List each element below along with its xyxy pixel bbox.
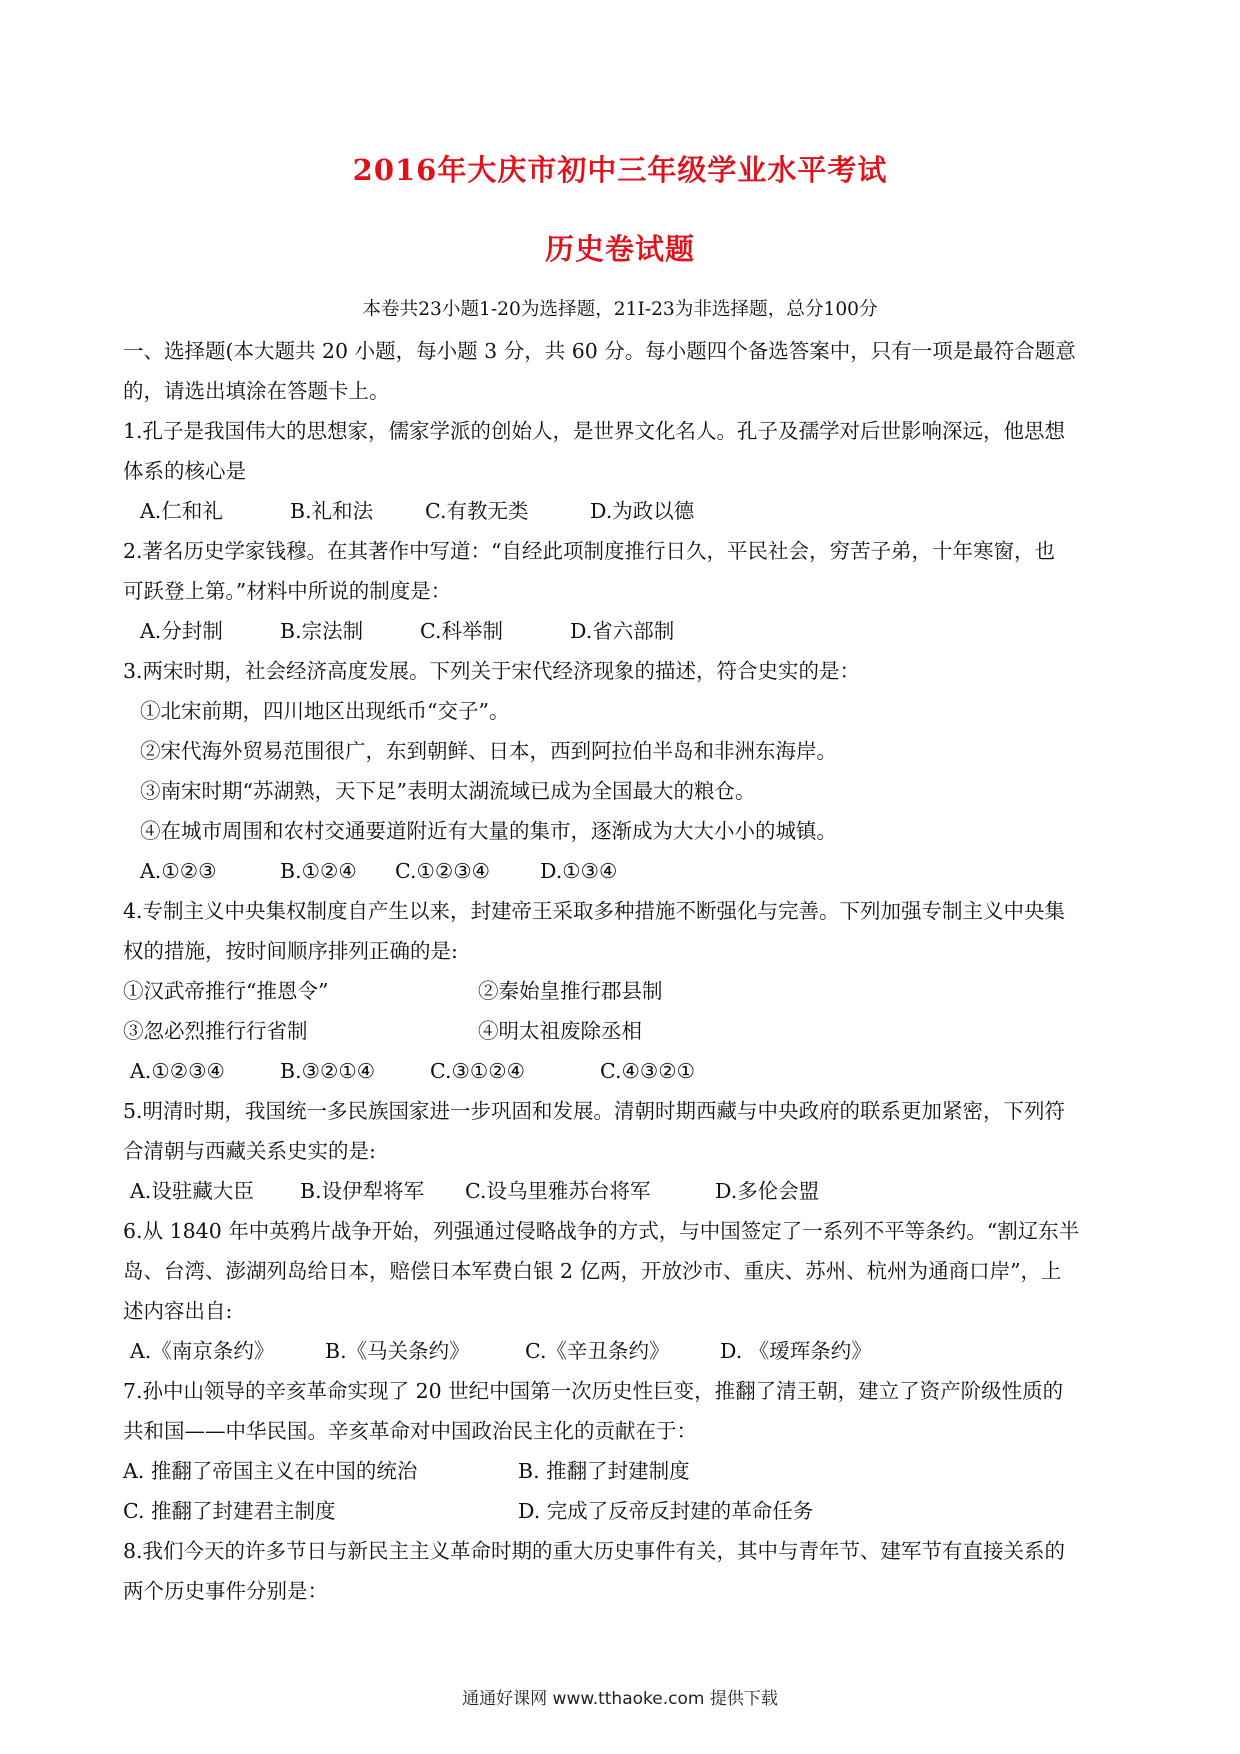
option-c[interactable]: C.《辛丑条约》 (525, 1339, 670, 1363)
option-a[interactable]: A.分封制 (140, 619, 223, 643)
option-b[interactable]: B.①②④ (280, 859, 357, 883)
option-b[interactable]: B.设伊犁将军 (300, 1179, 425, 1203)
question-8-text: 8.我们今天的许多节日与新民主主义革命时期的重大历史事件有关，其中与青年节、建军节有直接关系的 (123, 1539, 1066, 1563)
question-3-text: 3.两宋时期，社会经济高度发展。下列关于宋代经济现象的描述，符合史实的是： (123, 659, 861, 683)
question-4-text: 权的措施，按时间顺序排列正确的是: (123, 939, 458, 963)
option-d[interactable]: D.多伦会盟 (715, 1179, 820, 1203)
question-3-item: ①北宋前期，四川地区出现纸币“交子”。 (140, 699, 510, 723)
page-footer: 通通好课网 www.tthaoke.com 提供下载 (462, 1689, 778, 1709)
option-d[interactable]: C.④③②① (600, 1059, 695, 1083)
option-c[interactable]: C.有教无类 (425, 499, 529, 523)
question-5-text: 合清朝与西藏关系史实的是: (123, 1139, 376, 1163)
option-a[interactable]: A. 推翻了帝国主义在中国的统治 (123, 1459, 418, 1483)
option-d[interactable]: D.①③④ (540, 859, 618, 883)
question-3-item: ④在城市周围和农村交通要道附近有大量的集市，逐渐成为大大小小的城镇。 (140, 819, 837, 843)
instructions: 本卷共23小题1-20为选择题，21I-23为非选择题，总分100分 (362, 299, 878, 320)
option-a[interactable]: A.设驻藏大臣 (130, 1179, 254, 1203)
option-b[interactable]: B.③②①④ (280, 1059, 376, 1083)
question-4-item: ①汉武帝推行“推恩令” (123, 979, 329, 1003)
option-d[interactable]: D.为政以德 (590, 499, 695, 523)
option-b[interactable]: B.礼和法 (290, 499, 374, 523)
option-b[interactable]: B.《马关条约》 (325, 1339, 470, 1363)
option-c[interactable]: C.设乌里雅苏台将军 (465, 1179, 651, 1203)
question-2-text: 2.著名历史学家钱穆。在其著作中写道：“自经此项制度推行日久，平民社会，穷苦子弟，十年寒窗，也 (123, 539, 1056, 563)
option-a[interactable]: A.①②③④ (130, 1059, 225, 1083)
option-b[interactable]: B.宗法制 (280, 619, 364, 643)
question-6-text: 6.从 1840 年中英鸦片战争开始，列强通过侵略战争的方式，与中国签定了一系列不平等条约。“割辽东半 (123, 1219, 1080, 1243)
option-d[interactable]: D. 完成了反帝反封建的革命任务 (518, 1499, 814, 1523)
section-heading-line: 的，请选出填涂在答题卡上。 (123, 379, 390, 403)
question-7-text: 共和国——中华民国。辛亥革命对中国政治民主化的贡献在于： (123, 1419, 697, 1443)
question-1-text: 1.孔子是我国伟大的思想家，儒家学派的创始人，是世界文化名人。孔子及孺学对后世影响深远，他思想 (123, 419, 1066, 443)
question-6-text: 述内容出自: (123, 1299, 233, 1323)
question-2-text: 可跃登上第。”材料中所说的制度是： (123, 579, 452, 603)
section-heading-line: 一、选择题(本大题共 20 小题，每小题 3 分，共 60 分。每小题四个备选答案中，只有一项是最符合题意 (123, 339, 1076, 363)
question-8-text: 两个历史事件分别是： (123, 1579, 328, 1603)
question-4-item: ④明太祖废除丞相 (478, 1019, 642, 1043)
option-a[interactable]: A.①②③ (140, 859, 217, 883)
question-4-item: ③忽必烈推行行省制 (123, 1019, 308, 1043)
question-4-text: 4.专制主义中央集权制度自产生以来，封建帝王采取多种措施不断强化与完善。下列加强专制主义中央集 (123, 899, 1066, 923)
question-5-text: 5.明清时期，我国统一多民族国家进一步巩固和发展。清朝时期西藏与中央政府的联系更加紧密，下列符 (123, 1099, 1066, 1123)
option-c[interactable]: C.③①②④ (430, 1059, 525, 1083)
option-c[interactable]: C.科举制 (420, 619, 503, 643)
question-1-text: 体系的核心是 (123, 459, 246, 483)
question-4-item: ②秦始皇推行郡县制 (478, 979, 663, 1003)
option-a[interactable]: A.《南京条约》 (130, 1339, 275, 1363)
option-c[interactable]: C.①②③④ (395, 859, 490, 883)
page-title: 2016年大庆市初中三年级学业水平考试 (352, 153, 888, 187)
question-3-item: ②宋代海外贸易范围很广，东到朝鲜、日本，西到阿拉伯半岛和非洲东海岸。 (140, 739, 837, 763)
question-7-text: 7.孙中山领导的辛亥革命实现了 20 世纪中国第一次历史性巨变，推翻了清王朝，建立了资产阶级性质的 (123, 1379, 1064, 1403)
question-3-item: ③南宋时期“苏湖熟，天下足”表明太湖流域已成为全国最大的粮仓。 (140, 779, 756, 803)
option-d[interactable]: D. 《瑷珲条约》 (720, 1339, 872, 1363)
option-b[interactable]: B. 推翻了封建制度 (518, 1459, 690, 1483)
question-6-text: 岛、台湾、澎湖列岛给日本，赔偿日本军费白银 2 亿两，开放沙市、重庆、苏州、杭州为通商口岸”，上 (123, 1259, 1062, 1283)
option-a[interactable]: A.仁和礼 (140, 499, 223, 523)
option-d[interactable]: D.省六部制 (570, 619, 675, 643)
page-subtitle: 历史卷试题 (544, 232, 695, 266)
option-c[interactable]: C. 推翻了封建君主制度 (123, 1499, 336, 1523)
